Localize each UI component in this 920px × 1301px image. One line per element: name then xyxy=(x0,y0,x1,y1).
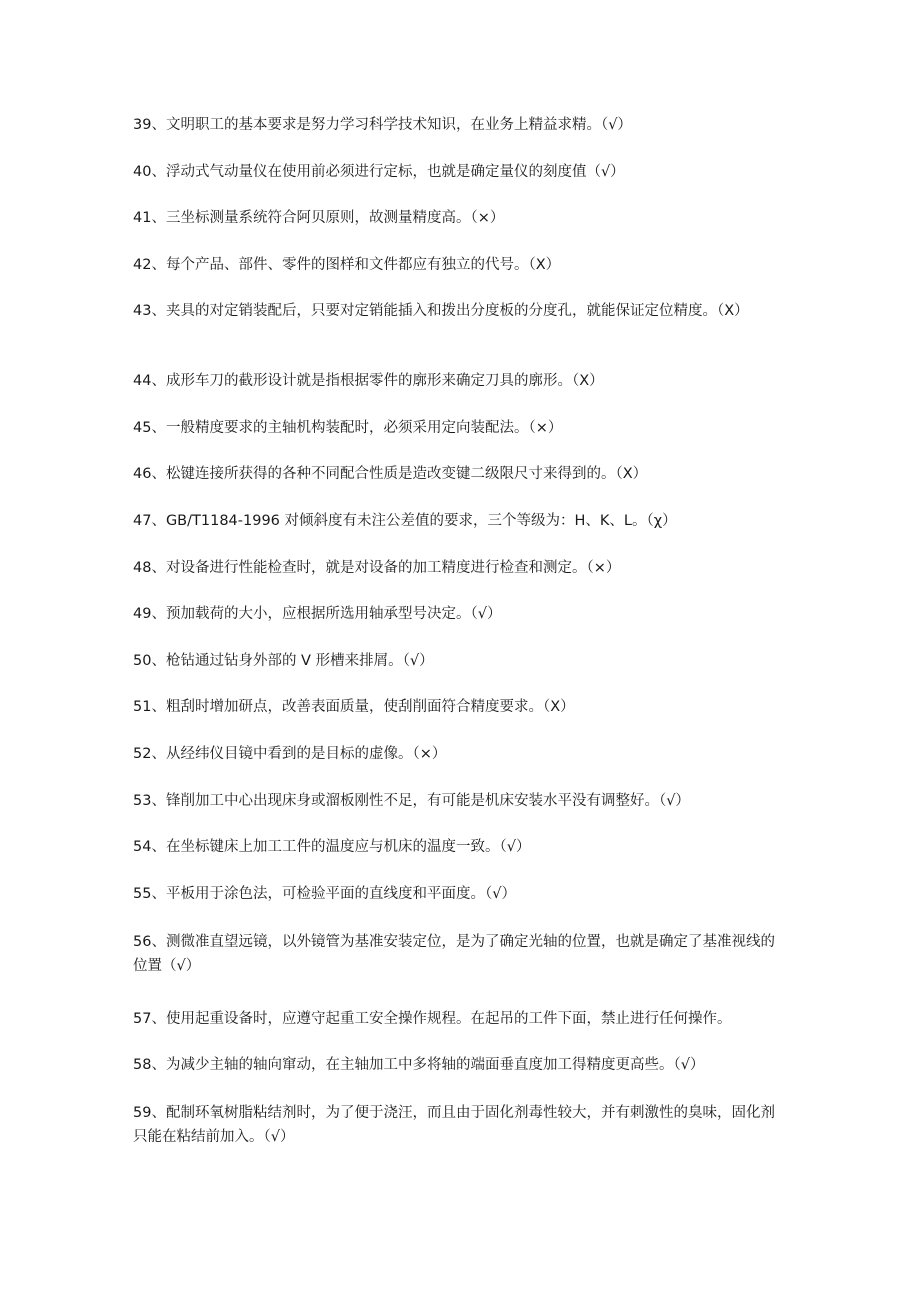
question-40: 40、浮动式气动量仪在使用前必须进行定标，也就是确定量仪的刻度值（√） xyxy=(133,164,625,180)
question-45: 45、一般精度要求的主轴机构装配时，必须采用定向装配法。（×） xyxy=(133,420,563,436)
question-59: 59、配制环氧树脂粘结剂时，为了便于浇汪，而且由于固化剂毒性较大，并有刺激性的臭味，固化剂只能在粘结前加入。（√） xyxy=(133,1105,775,1145)
question-58: 58、为减少主轴的轴向窜动，在主轴加工中多将轴的端面垂直度加工得精度更高些。（√） xyxy=(133,1057,705,1073)
question-43: 43、夹具的对定销装配后，只要对定销能插入和拨出分度板的分度孔，就能保证定位精度。（X） xyxy=(133,303,749,319)
question-49: 49、预加载荷的大小，应根据所选用轴承型号决定。（√） xyxy=(133,606,502,622)
question-55: 55、平板用于涂色法，可检验平面的直线度和平面度。（√） xyxy=(133,886,516,902)
question-48: 48、对设备进行性能检查时，就是对设备的加工精度进行检查和测定。（×） xyxy=(133,560,621,576)
question-51: 51、粗刮时增加研点，改善表面质量，使刮削面符合精度要求。（X） xyxy=(133,699,575,715)
question-56: 56、测微准直望远镜，以外镜管为基准安装定位，是为了确定光轴的位置，也就是确定了基准视线的位置（√） xyxy=(133,934,775,974)
question-52: 52、从经纬仪目镜中看到的是目标的虚像。（×） xyxy=(133,746,447,762)
question-42: 42、每个产品、部件、零件的图样和文件都应有独立的代号。（X） xyxy=(133,257,561,273)
question-41: 41、三坐标测量系统符合阿贝原则，故测量精度高。（×） xyxy=(133,210,505,226)
question-46: 46、松键连接所获得的各种不同配合性质是造改变键二级限尺寸来得到的。（X） xyxy=(133,466,648,482)
question-44: 44、成形车刀的截形设计就是指根据零件的廓形来确定刀具的廓形。（X） xyxy=(133,373,604,389)
question-39: 39、文明职工的基本要求是努力学习科学技术知识，在业务上精益求精。（√） xyxy=(133,117,632,133)
question-50: 50、枪钻通过钻身外部的 V 形槽来排屑。（√） xyxy=(133,653,434,669)
question-57: 57、使用起重设备时，应遵守起重工安全操作规程。在起吊的工件下面，禁止进行任何操作。 xyxy=(133,1011,732,1027)
question-53: 53、锋削加工中心出现床身或溜板刚性不足，有可能是机床安装水平没有调整好。（√） xyxy=(133,793,690,809)
question-54: 54、在坐标键床上加工工件的温度应与机床的温度一致。（√） xyxy=(133,839,531,855)
question-47: 47、GB/T1184-1996 对倾斜度有未注公差值的要求，三个等级为：H、K、L。（χ） xyxy=(133,513,677,529)
